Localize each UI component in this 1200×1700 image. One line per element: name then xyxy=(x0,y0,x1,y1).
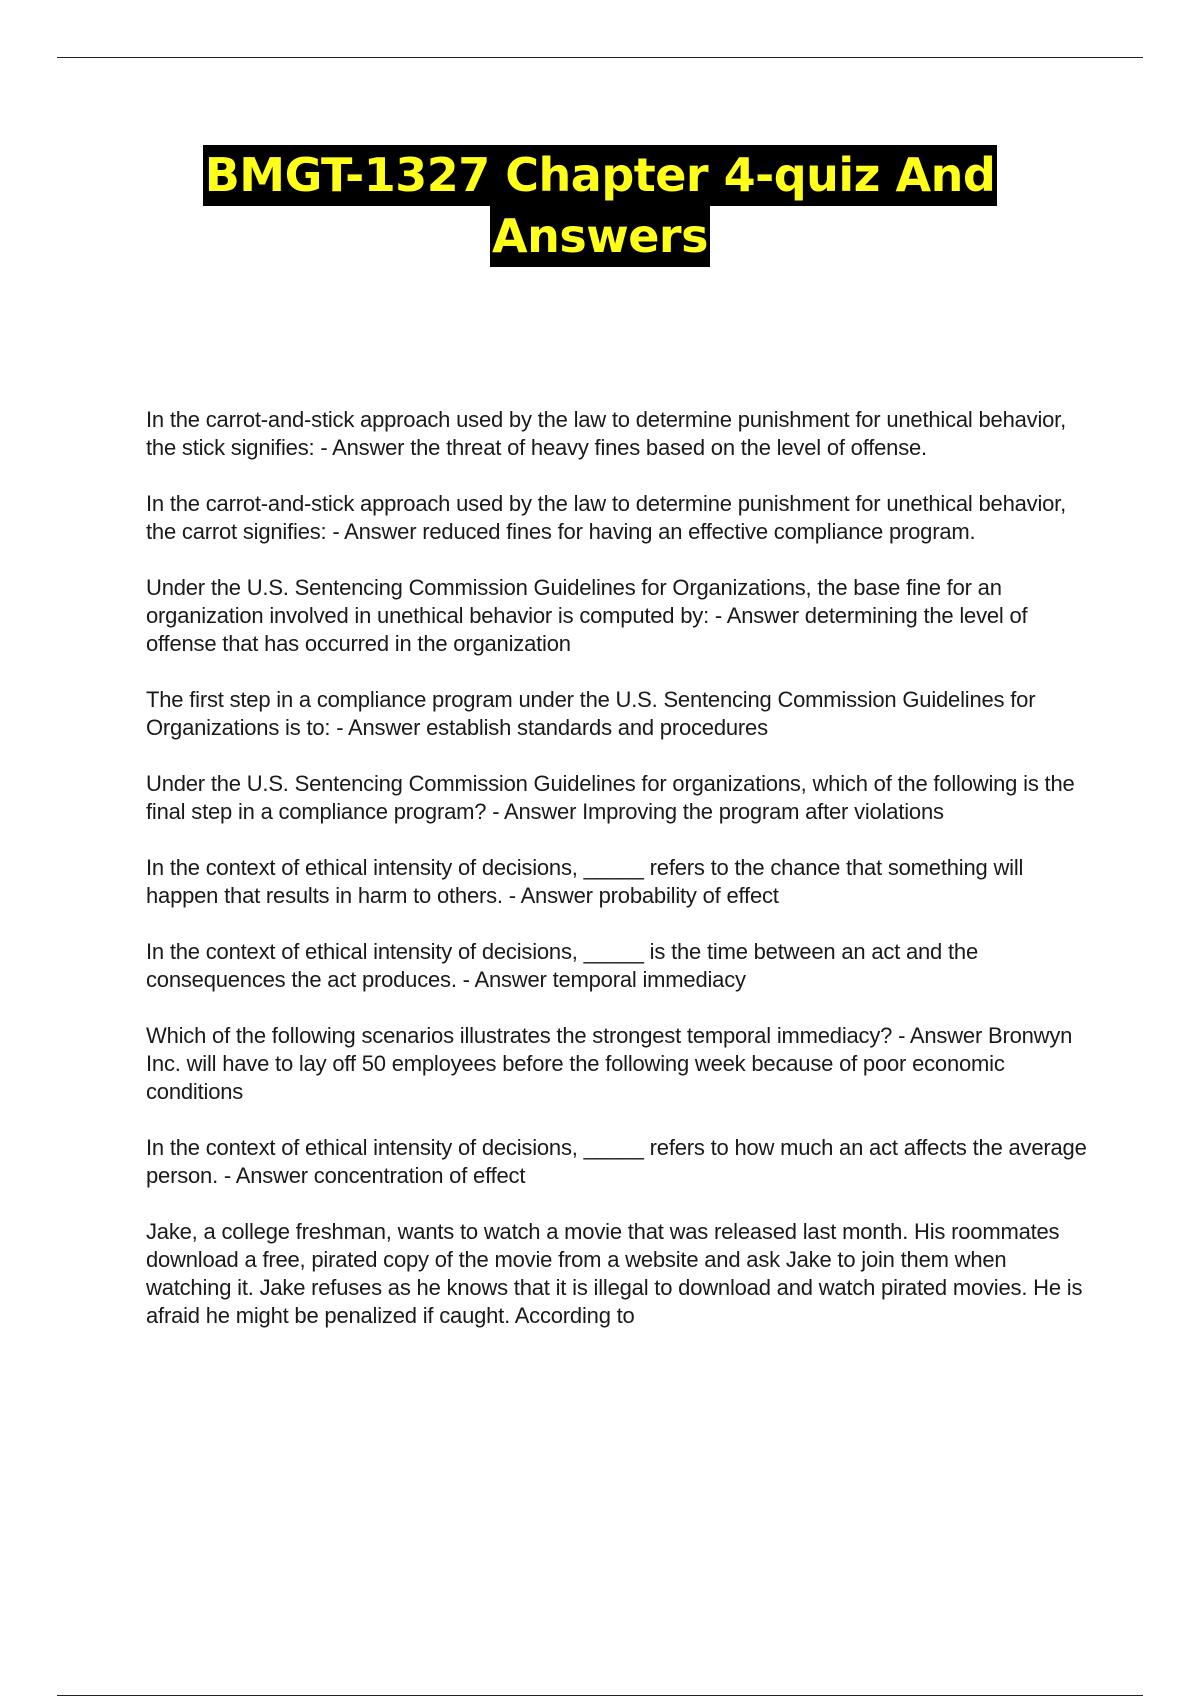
document-title xyxy=(0,145,1200,267)
qa-item: In the carrot-and-stick approach used by the law to determine punishment for unethical behavior, the stick signifies: - Answer the threat of heavy fines based on the level of offense. xyxy=(146,407,1067,460)
qa-item: Under the U.S. Sentencing Commission Guidelines for organizations, which of the following is the final step in a compliance program? - Answer Improving the program after violations xyxy=(146,771,1075,824)
top-rule xyxy=(57,57,1143,58)
qa-item: Jake, a college freshman, wants to watch a movie that was released last month. His roommates download a free, pirated copy of the movie from a website and ask Jake to join them when watching it. Jake refuses as he knows that it is illegal to download and watch pirated movies. He is afraid he might be penalized if caught. According to xyxy=(146,1219,1083,1328)
qa-item: Which of the following scenarios illustrates the strongest temporal immediacy? - Answer Bronwyn Inc. will have to lay off 50 employees before the following week because of poor economic conditions xyxy=(146,1023,1073,1104)
qa-item: The first step in a compliance program under the U.S. Sentencing Commission Guidelines for Organizations is to: - Answer establish standards and procedures xyxy=(146,687,1036,740)
title-line-2: Answers xyxy=(490,206,710,267)
qa-item: Under the U.S. Sentencing Commission Guidelines for Organizations, the base fine for an organization involved in unethical behavior is computed by: - Answer determining the level of offense that has occurred in the organization xyxy=(146,575,1028,656)
title-line-1: BMGT-1327 Chapter 4-quiz And xyxy=(203,145,998,206)
qa-item: In the carrot-and-stick approach used by the law to determine punishment for unethical behavior, the carrot signifies: - Answer reduced fines for having an effective compliance program. xyxy=(146,491,1067,544)
qa-item: In the context of ethical intensity of decisions, _____ refers to the chance that something will happen that results in harm to others. - Answer probability of effect xyxy=(146,855,1024,908)
qa-item: In the context of ethical intensity of decisions, _____ refers to how much an act affects the average person. - Answer concentration of effect xyxy=(146,1135,1087,1188)
bottom-rule xyxy=(57,1695,1143,1696)
qa-list xyxy=(146,406,1096,1358)
qa-item: In the context of ethical intensity of decisions, _____ is the time between an act and the consequences the act produces. - Answer temporal immediacy xyxy=(146,939,978,992)
